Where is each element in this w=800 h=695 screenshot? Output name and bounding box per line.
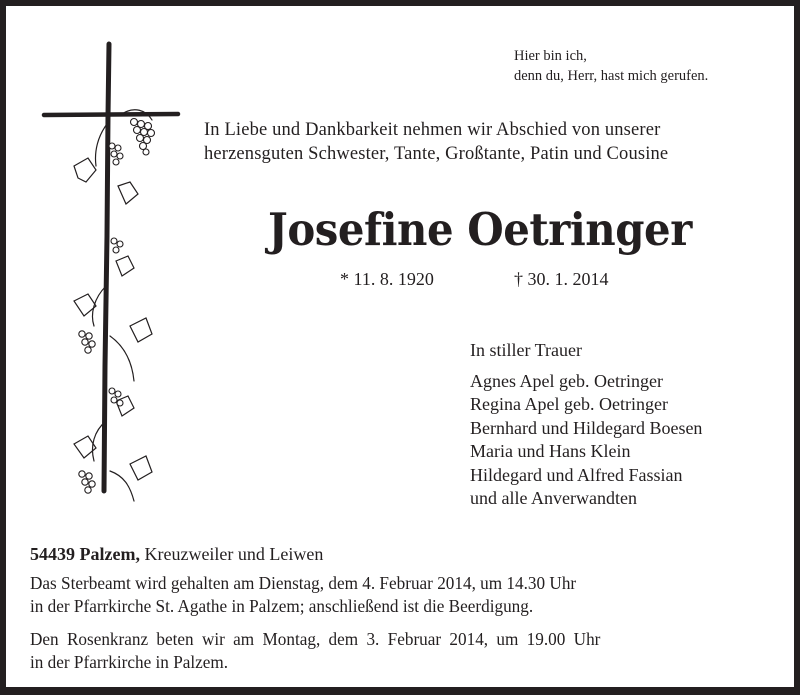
rosary-line-1: Den Rosenkranz beten wir am Montag, dem 3. Februar 2014, um 19.00 Uhr [30,629,601,649]
service-line-1: Das Sterbeamt wird gehalten am Dienstag, dem 4. Februar 2014, um 14.30 Uhr [30,573,577,593]
life-dates [340,268,609,290]
mourner: Bernhard und Hildegard Boesen [470,417,703,438]
location-line [30,543,323,565]
mourning-heading: In stiller Trauer [470,340,582,360]
verse-line-1: Hier bin ich, [514,48,587,64]
mourners-block [470,338,702,510]
deceased-name: Josefine Oetringer [268,203,692,256]
mourner: Hildegard und Alfred Fassian [470,464,683,485]
birth-date: * 11. 8. 1920 [340,269,434,289]
location-other-towns: Kreuzweiler und Leiwen [139,544,324,564]
verse-quote [514,46,708,86]
intro-text [204,119,668,166]
mourner: und alle Anverwandten [470,488,637,509]
death-date: † 30. 1. 2014 [514,269,609,289]
cross-with-grapevine-icon [34,36,194,506]
service-line-2: in der Pfarrkirche St. Agathe in Palzem; anschließend ist die Beerdigung. [30,596,534,616]
mourner: Regina Apel geb. Oetringer [470,394,668,415]
rosary-info [30,628,600,674]
rosary-line-2: in der Pfarrkirche in Palzem. [30,652,229,672]
intro-line-2: herzensguten Schwester, Tante, Großtante, Patin und Cousine [204,143,669,164]
verse-line-2: denn du, Herr, hast mich gerufen. [514,68,709,84]
intro-line-1: In Liebe und Dankbarkeit nehmen wir Abschied von unserer [204,120,661,140]
mourner: Maria und Hans Klein [470,441,631,462]
location-postal-town: 54439 Palzem, [30,544,140,564]
mourner: Agnes Apel geb. Oetringer [470,371,663,391]
funeral-service-info [30,572,576,618]
